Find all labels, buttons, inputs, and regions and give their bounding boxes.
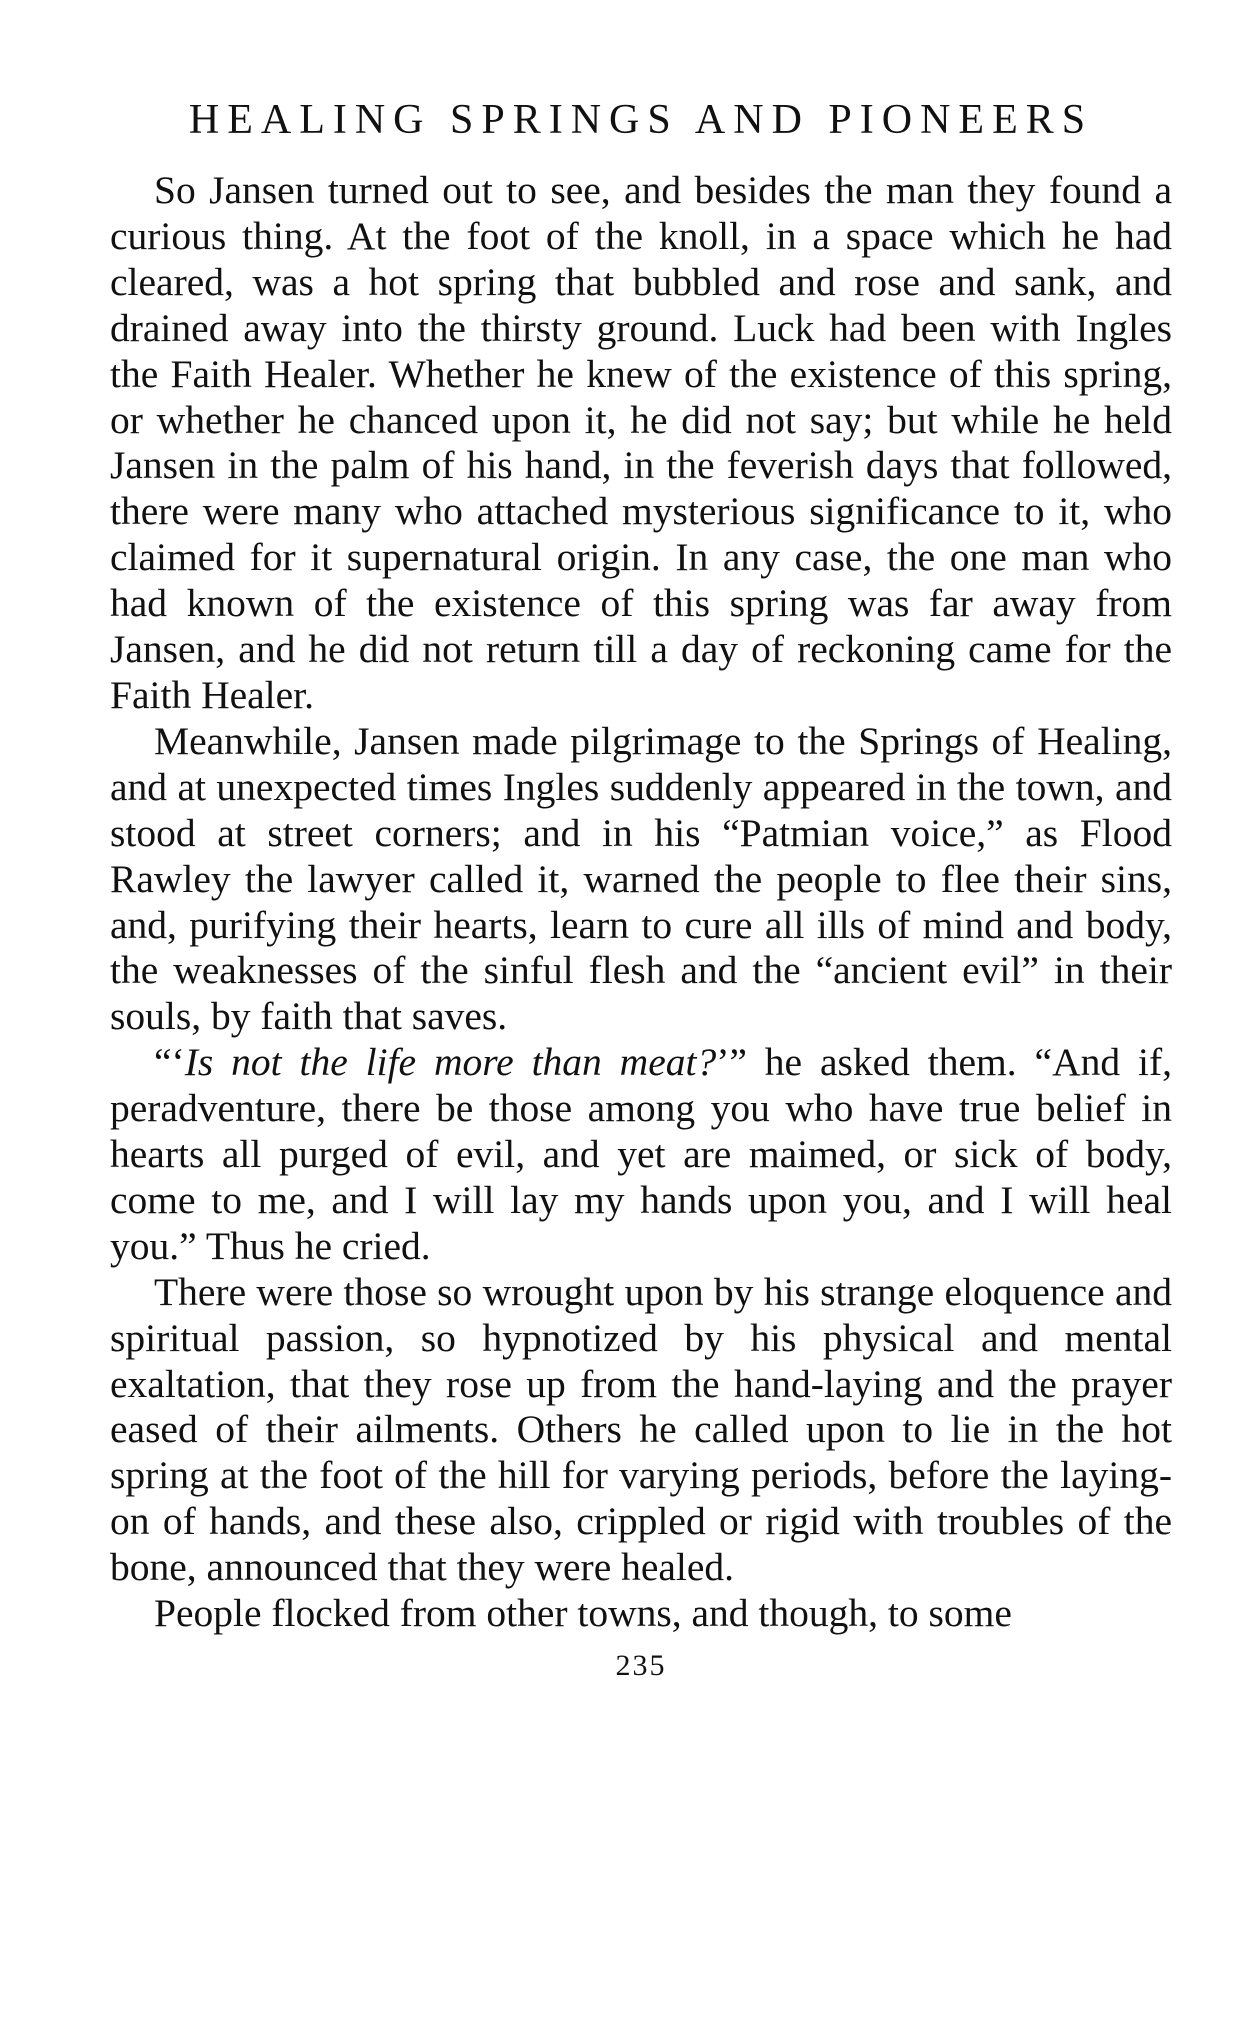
quote-close: ’” bbox=[716, 1040, 747, 1085]
paragraph: So Jansen turned out to see, and besides the man they found a curious thing. At the foot of the knoll, in a space which he had cleared, was a hot spring that bubbled and rose and sank, and drained away into the thirsty ground. Luck had been with Ingles the Faith Healer. Whether he knew of the existence of this spring, or whether he chanced upon it, he did not say; but while he held Jansen in the palm of his hand, in the feverish days that followed, there were many who attached mysterious significance to it, who claimed for it supernatural origin. In any case, the one man who had known of the existence of this spring was far away from Jansen, and he did not return till a day of reckoning came for the Faith Healer. bbox=[110, 168, 1172, 717]
running-head: HEALING SPRINGS AND PIONEERS bbox=[188, 97, 1094, 143]
quote-rest: he asked them. “And if, peradventure, there be those among you who have true belief in hearts all purged of evil, and yet are maimed, or sick of body, come to me, and I will lay my hands upon you, and I will heal you.” Thus he cried. bbox=[110, 1040, 1172, 1268]
body-text bbox=[110, 168, 1172, 1637]
book-page bbox=[110, 90, 1172, 1683]
quote-italic-text: Is not the life more than meat? bbox=[184, 1040, 717, 1085]
paragraph: There were those so wrought upon by his strange eloquence and spiritual passion, so hypnotized by his physical and mental exaltation, that they rose up from the hand-laying and the prayer eased of their ailments. Others he called upon to lie in the hot spring at the foot of the hill for varying periods, before the laying-on of hands, and these also, crippled or rigid with troubles of the bone, announced that they were healed. bbox=[110, 1269, 1172, 1590]
paragraph: Meanwhile, Jansen made pilgrimage to the Springs of Healing, and at unexpected times Ingles suddenly appeared in the town, and stood at street corners; and in his “Patmian voice,” as Flood Rawley the lawyer called it, warned the people to flee their sins, and, purifying their hearts, learn to cure all ills of mind and body, the weaknesses of the sinful flesh and the “ancient evil” in their souls, by faith that saves. bbox=[110, 718, 1172, 1039]
page-number: 235 bbox=[615, 1649, 667, 1682]
quote-open: “‘ bbox=[154, 1040, 185, 1085]
quote-paragraph bbox=[110, 1040, 1172, 1270]
paragraph: People flocked from other towns, and though, to some bbox=[154, 1591, 1012, 1636]
